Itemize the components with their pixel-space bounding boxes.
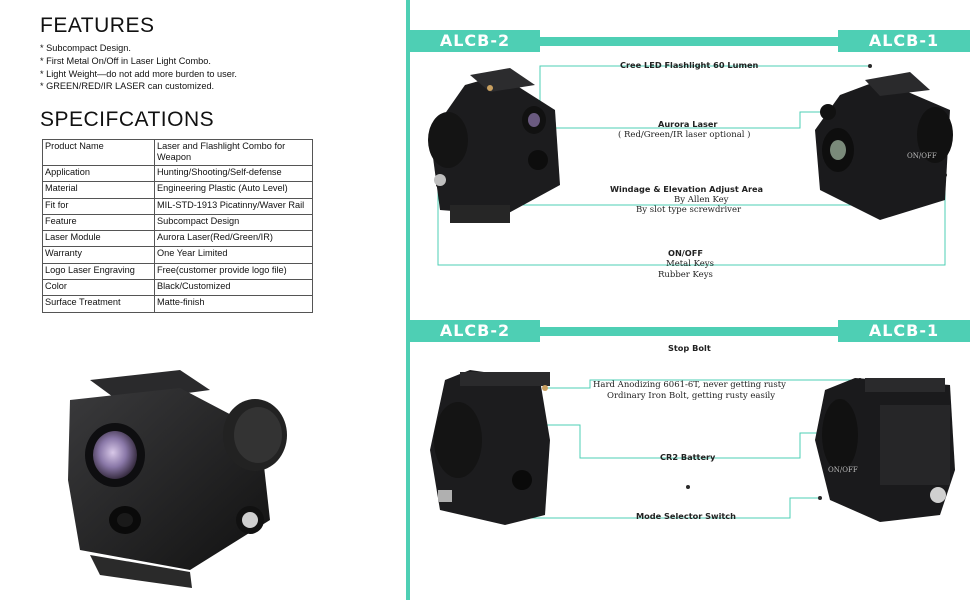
table-row <box>43 247 313 263</box>
spec-key: Laser Module <box>43 231 155 247</box>
label-stop-bolt-2: Ordinary Iron Bolt, getting rusty easily <box>607 391 776 401</box>
label-onoff: ON/OFF <box>668 248 703 258</box>
spec-key: Feature <box>43 214 155 230</box>
model-tag-alcb-2: ALCB-2 <box>410 320 540 342</box>
feature-item: * First Metal On/Off in Laser Light Combo. <box>40 55 211 66</box>
label-windage: Windage & Elevation Adjust Area <box>610 184 764 194</box>
spec-value: Aurora Laser(Red/Green/IR) <box>155 231 313 247</box>
spec-value: One Year Limited <box>155 247 313 263</box>
specifications-title: SPECIFCATIONS <box>40 108 215 131</box>
spec-value: Matte-finish <box>155 296 313 312</box>
spec-value: Hunting/Shooting/Self-defense <box>155 166 313 182</box>
label-windage-2: By slot type screwdriver <box>636 205 742 215</box>
features-list <box>40 42 237 93</box>
spec-value: Black/Customized <box>155 280 313 296</box>
device-onoff-text: ON/OFF <box>907 152 937 160</box>
table-row <box>43 198 313 214</box>
table-row <box>43 280 313 296</box>
label-flashlight: Cree LED Flashlight 60 Lumen <box>620 60 759 70</box>
spec-key: Product Name <box>43 140 155 166</box>
alcb-2-side-device <box>430 370 550 525</box>
feature-panel-bottom <box>410 300 970 600</box>
alcb-1-side-device <box>815 378 955 522</box>
label-onoff-2: Rubber Keys <box>658 270 713 280</box>
spec-value: Subcompact Design <box>155 214 313 230</box>
label-aurora: Aurora Laser <box>658 119 718 129</box>
features-title: FEATURES <box>40 14 155 37</box>
label-mode-switch: Mode Selector Switch <box>636 511 736 521</box>
label-battery: CR2 Battery <box>660 452 716 462</box>
spec-key: Color <box>43 280 155 296</box>
table-row <box>43 263 313 279</box>
device-onoff-text: ON/OFF <box>828 466 858 474</box>
table-row <box>43 140 313 166</box>
label-stop-bolt: Stop Bolt <box>668 343 711 353</box>
spec-value: Free(customer provide logo file) <box>155 263 313 279</box>
spec-key: Surface Treatment <box>43 296 155 312</box>
spec-key: Application <box>43 166 155 182</box>
feature-item: * GREEN/RED/IR LASER can customized. <box>40 81 215 92</box>
feature-item: * Subcompact Design. <box>40 43 131 53</box>
spec-value: MIL-STD-1913 Picatinny/Waver Rail <box>155 198 313 214</box>
label-stop-bolt-1: Hard Anodizing 6061-6T, never getting rusty <box>593 380 786 390</box>
table-row <box>43 182 313 198</box>
spec-key: Fit for <box>43 198 155 214</box>
product-photo <box>60 360 300 590</box>
spec-value: Laser and Flashlight Combo for Weapon <box>155 140 313 166</box>
model-tag-alcb-2: ALCB-2 <box>410 30 540 52</box>
alcb-1-device <box>815 72 953 220</box>
spec-table <box>42 139 313 313</box>
table-row <box>43 296 313 312</box>
spec-key: Material <box>43 182 155 198</box>
spec-value: Engineering Plastic (Auto Level) <box>155 182 313 198</box>
table-row <box>43 166 313 182</box>
feature-item: * Light Weight—do not add more burden to user. <box>40 68 237 79</box>
model-tag-alcb-1: ALCB-1 <box>838 320 970 342</box>
table-row <box>43 214 313 230</box>
label-onoff-1: Metal Keys <box>666 259 714 269</box>
left-column <box>0 0 408 600</box>
label-windage-1: By Allen Key <box>674 195 729 205</box>
table-row <box>43 231 313 247</box>
label-aurora-sub: ( Red/Green/IR laser optional ) <box>618 130 751 140</box>
model-tag-alcb-1: ALCB-1 <box>838 30 970 52</box>
feature-panel-top <box>410 0 970 300</box>
spec-key: Warranty <box>43 247 155 263</box>
spec-key: Logo Laser Engraving <box>43 263 155 279</box>
